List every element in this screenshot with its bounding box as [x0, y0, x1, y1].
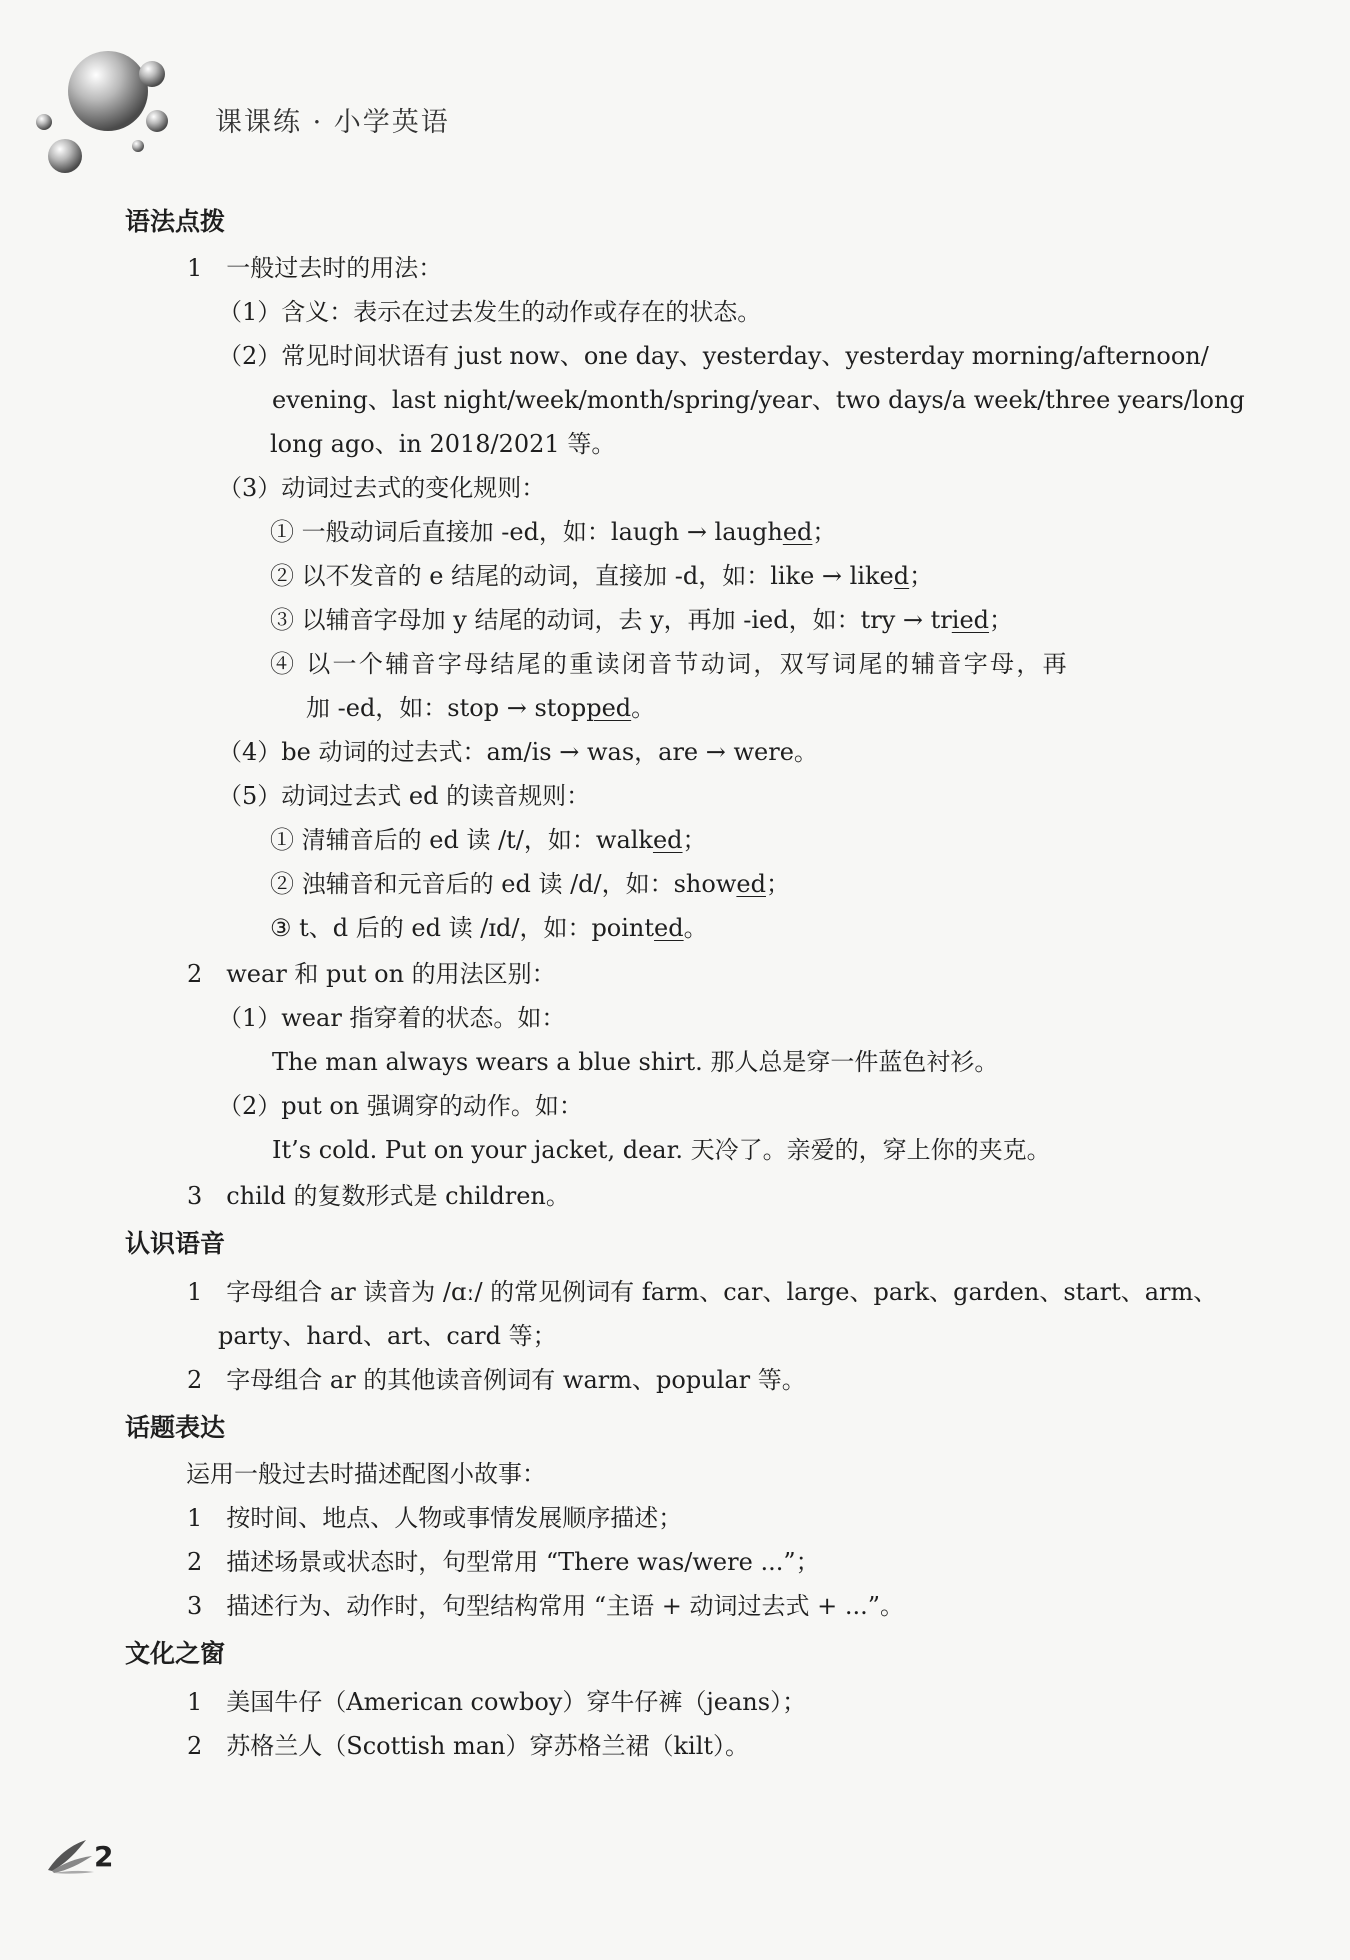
grammar-point-3: 3 child 的复数形式是 children。 [187, 1182, 570, 1210]
grammar-point-1-2b: evening、last night/week/month/spring/year、two days/a week/three years/long [272, 386, 1245, 414]
culture-item-2: 2 苏格兰人（Scottish man）穿苏格兰裙（kilt）。 [187, 1732, 750, 1760]
topic-item-2: 2 描述场景或状态时，句型常用 “There was/were ...”； [187, 1548, 820, 1576]
sound-rule-1-text: ① 清辅音后的 ed 读 /t/，如：walk [270, 826, 653, 854]
grammar-point-2-title: 2 wear 和 put on 的用法区别： [187, 960, 556, 988]
rule-3 [270, 608, 1013, 632]
grammar-point-2-1: （1）wear 指穿着的状态。如： [218, 1004, 566, 1032]
phonics-item-1a: 1 字母组合 ar 读音为 /ɑː/ 的常见例词有 farm、car、large、park、garden、start、arm、 [187, 1278, 1218, 1306]
phonics-item-1b: party、hard、art、card 等； [218, 1322, 557, 1350]
grammar-point-1-title: 1 一般过去时的用法： [187, 254, 443, 282]
rule-3-underline: ied [951, 606, 990, 634]
grammar-point-1-3: （3）动词过去式的变化规则： [218, 474, 546, 502]
rule-4b-end: 。 [631, 694, 656, 722]
rule-4a: ④ 以一个辅音字母结尾的重读闭音节动词，双写词尾的辅音字母，再 [270, 650, 1069, 678]
grammar-point-2-1-example: The man always wears a blue shirt. 那人总是穿一件蓝色衬衫。 [272, 1048, 999, 1076]
section-heading-grammar: 语法点拨 [125, 207, 226, 236]
rule-2 [270, 564, 933, 588]
sound-rule-3-text: ③ t、d 后的 ed 读 /ɪd/，如：point [270, 914, 655, 942]
sound-rule-3-end: 。 [683, 914, 708, 942]
sound-rule-2-underline: ed [736, 870, 766, 898]
rule-4b [306, 696, 655, 720]
section-heading-culture: 文化之窗 [125, 1639, 226, 1668]
grammar-point-1-5: （5）动词过去式 ed 的读音规则： [218, 782, 591, 810]
sound-rule-3 [270, 916, 708, 940]
topic-item-3: 3 描述行为、动作时，句型结构常用 “主语 + 动词过去式 + ...”。 [187, 1592, 905, 1620]
topic-intro: 运用一般过去时描述配图小故事： [186, 1460, 546, 1488]
sound-rule-1-end: ； [682, 826, 707, 854]
sound-rule-1 [270, 828, 707, 852]
rule-4b-underline: ped [586, 694, 632, 722]
header-title: 课课练 · 小学英语 [215, 107, 450, 138]
grammar-point-1-4: （4）be 动词的过去式：am/is → was，are → were。 [218, 738, 818, 766]
grammar-point-2-2-example: It’s cold. Put on your jacket, dear. 天冷了。亲爱的，穿上你的夹克。 [272, 1136, 1051, 1164]
rule-1 [270, 520, 836, 544]
topic-item-1: 1 按时间、地点、人物或事情发展顺序描述； [187, 1504, 683, 1532]
section-heading-phonics: 认识语音 [125, 1229, 226, 1258]
rule-2-text: ② 以不发音的 e 结尾的动词，直接加 -d，如：like → like [270, 562, 894, 590]
section-heading-topic: 话题表达 [125, 1413, 226, 1442]
rule-3-end: ； [989, 606, 1014, 634]
page-number: 2 [94, 1840, 114, 1873]
rule-1-text: ① 一般动词后直接加 -ed，如：laugh → laugh [270, 518, 783, 546]
sound-rule-2-text: ② 浊辅音和元音后的 ed 读 /d/，如：show [270, 870, 737, 898]
sound-rule-1-underline: ed [652, 826, 683, 854]
phonics-item-2: 2 字母组合 ar 的其他读音例词有 warm、popular 等。 [187, 1366, 806, 1394]
culture-item-1: 1 美国牛仔（American cowboy）穿牛仔裤（jeans）； [187, 1688, 807, 1716]
grammar-point-2-2: （2）put on 强调穿的动作。如： [218, 1092, 583, 1120]
rule-3-text: ③ 以辅音字母加 y 结尾的动词，去 y，再加 -ied，如：try → tr [270, 606, 952, 634]
rule-2-end: ； [909, 562, 934, 590]
leaf-icon [46, 1838, 98, 1874]
grammar-point-1-1: （1）含义：表示在过去发生的动作或存在的状态。 [218, 298, 762, 326]
sound-rule-2-end: ； [765, 870, 790, 898]
grammar-point-1-2c: long ago、in 2018/2021 等。 [270, 430, 616, 458]
rule-1-end: ； [812, 518, 837, 546]
rule-1-underline: ed [782, 518, 813, 546]
sound-rule-3-underline: ed [654, 914, 684, 942]
sound-rule-2 [270, 872, 790, 896]
rule-2-underline: d [893, 562, 910, 590]
grammar-point-1-2a: （2）常见时间状语有 just now、one day、yesterday、yesterday morning/afternoon/ [218, 342, 1209, 370]
rule-4b-text: 加 -ed，如：stop → stop [306, 694, 587, 722]
